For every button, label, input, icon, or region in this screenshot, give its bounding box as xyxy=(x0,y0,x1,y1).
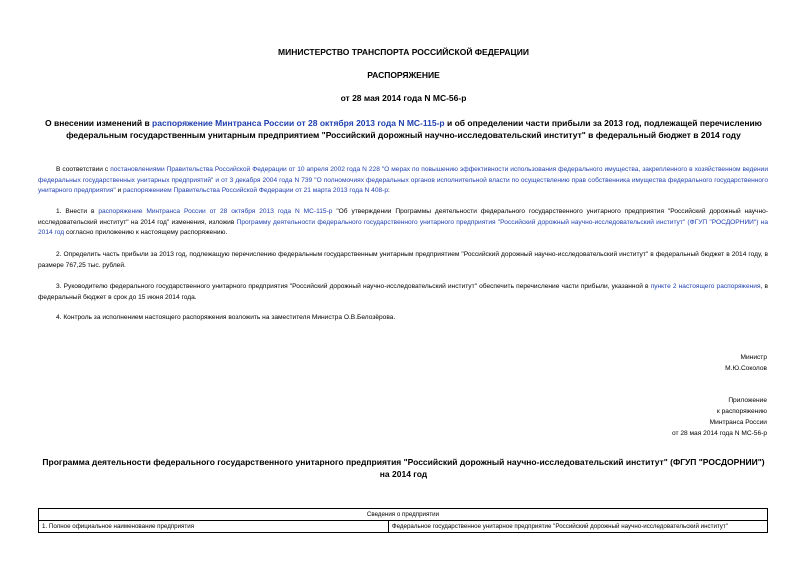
signature-position: Министр xyxy=(740,354,767,361)
intro-mid: и xyxy=(115,187,124,194)
item3-pre: 3. Руководителю федерального государственного унитарного предприятия "Российский дорожный научно-исследовательский институт" обеспечить перечисление части прибыли, указанной в xyxy=(56,283,651,290)
table-header-cell: Сведения о предприятии xyxy=(39,509,768,521)
item3-link-point-2[interactable]: пункте 2 настоящего распоряжения xyxy=(650,283,761,290)
program-title: Программа деятельности федерального государственного унитарного предприятия "Российский дорожный научно-исследовательский институт" (ФГУП "РОСДОРНИИ") на 2014 год xyxy=(42,457,765,479)
title-link-order-mc-115[interactable]: распоряжение Минтранса России от 28 октября 2013 года N МС-115-р xyxy=(152,118,445,128)
table-cell-label: 1. Полное официальное наименование предприятия xyxy=(39,521,389,533)
ministry-heading: МИНИСТЕРСТВО ТРАНСПОРТА РОССИЙСКОЙ ФЕДЕРАЦИИ xyxy=(278,47,529,57)
appendix-block xyxy=(672,395,767,439)
intro-link-resolutions[interactable]: постановлениями Правительства Российской Федерации от 10 апреля 2002 года N 228 "О мерах по повышению эффективности использования федерального имущества, закрепленного в хозяйственном ведении федеральных государственных унитарных предприятий" и от 3 декабря 2004 года N 739 "О полномочиях федеральных органов исполнительной власти по осуществлению прав собственника имущества федерального государственного унитарного предприятия" xyxy=(38,166,768,194)
intro-link-order-408[interactable]: распоряжением Правительства Российской Федерации от 21 марта 2013 года N 408-р xyxy=(123,187,389,194)
intro-post: : xyxy=(388,187,390,194)
signature-name: М.Ю.Соколов xyxy=(725,365,767,372)
enterprise-info-table xyxy=(38,508,768,533)
document-date-heading: от 28 мая 2014 года N МС-56-р xyxy=(340,93,467,103)
appendix-line-3: Минтранса России xyxy=(709,419,767,426)
table-row xyxy=(39,521,768,533)
document-type-heading: РАСПОРЯЖЕНИЕ xyxy=(367,70,440,80)
item-3-paragraph xyxy=(38,282,768,303)
item1-link-program[interactable]: Программу деятельности федерального государственного унитарного предприятия "Российский дорожный научно-исследовательский институт" (ФГУП "РОСДОРНИИ") на 2014 год xyxy=(38,218,768,236)
item1-link-order[interactable]: распоряжение Минтранса России от 28 октября 2013 года N МС-115-р xyxy=(98,208,333,215)
document-title xyxy=(40,117,767,141)
item-2-paragraph: 2. Определить часть прибыли за 2013 год, подлежащую перечислению федеральным государственным унитарным предприятием "Российский дорожный научно-исследовательский институт" в федеральный бюджет в 2014 году, в размере 767,25 тыс. рублей. xyxy=(38,251,768,269)
item-1-paragraph xyxy=(38,207,768,239)
title-prefix: О внесении изменений в xyxy=(45,118,153,128)
appendix-line-2: к распоряжению xyxy=(716,408,767,415)
appendix-line-4: от 28 мая 2014 года N МС-56-р xyxy=(671,430,767,437)
table-header-row xyxy=(39,509,768,521)
title-suffix: и об определении части прибыли за 2013 год, подлежащей перечислению федеральным государственным унитарным предприятием "Российский дорожный научно-исследовательский институт" в федеральный бюджет в 2014 году xyxy=(66,118,762,140)
intro-paragraph xyxy=(38,165,768,197)
intro-pre: В соответствии с xyxy=(56,166,111,173)
appendix-line-1: Приложение xyxy=(728,397,767,404)
table-cell-value: Федеральное государственное унитарное предприятие "Российский дорожный научно-исследовательский институт" xyxy=(388,521,767,533)
item1-mid: "Об утверждении Программы деятельности федерального государственного унитарного предприятия "Российский дорожный научно-исследовательский институт" на 2014 год" изменения, изложив xyxy=(38,208,768,226)
item1-pre: 1. Внести в xyxy=(56,208,99,215)
item1-post: согласно приложению к настоящему распоряжению. xyxy=(64,229,228,236)
item-4-paragraph: 4. Контроль за исполнением настоящего распоряжения возложить на заместителя Министра О.В.Белозёрова. xyxy=(56,314,396,321)
signature-block xyxy=(725,352,767,374)
item3-post: , в федеральный бюджет в срок до 15 июня 2014 года. xyxy=(38,283,768,301)
